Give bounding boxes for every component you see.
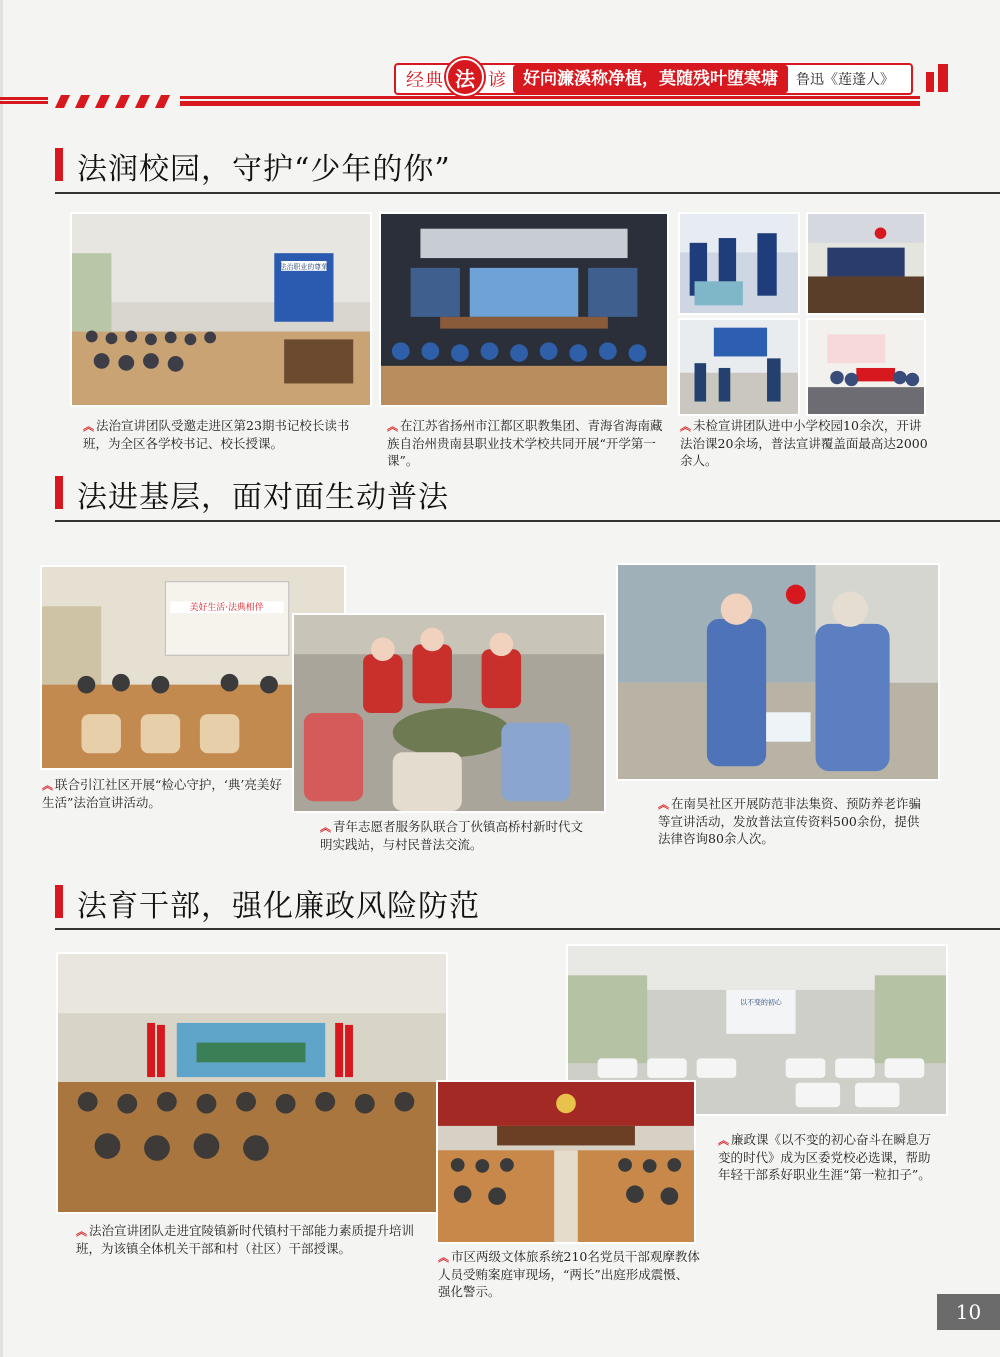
photo-kids-group	[806, 318, 926, 416]
caption-text: 在江苏省扬州市江都区职教集团、青海省海南藏族自治州贵南县职业技术学校共同开展“开学第一课”。	[387, 418, 663, 468]
caption-court-trial	[438, 1248, 700, 1300]
chevron-up-icon: ︽	[83, 420, 94, 433]
caption-town-training	[76, 1222, 416, 1257]
slide-text: 以不变的初心	[740, 998, 782, 1007]
caption-village-volunteers	[320, 818, 590, 853]
column-name-right: 谚	[488, 70, 507, 90]
caption-text: 联合引江社区开展“检心守护，‘典’亮美好生活”法治宣讲活动。	[42, 777, 282, 810]
photo-courtroom-visit	[806, 212, 926, 315]
section-divider	[55, 928, 1000, 930]
caption-text: 未检宣讲团队进中小学校园10余次，开讲法治课20余场，普法宣讲覆盖面最高达2000余人。	[680, 418, 928, 468]
caption-text: 法治宣讲团队受邀走进区第23期书记校长读书班，为全区各学校书记、校长授课。	[83, 418, 350, 451]
photo-first-lesson	[379, 212, 669, 407]
caption-text: 在南昊社区开展防范非法集资、预防养老诈骗等宣讲活动，发放普法宣传资料500余份，提供法律咨询80余人次。	[658, 796, 922, 846]
caption-text: 市区两级文体旅系统210名党员干部观摩教体人员受贿案庭审现场，“两长”出庭形成震慑、强化警示。	[438, 1249, 700, 1299]
chevron-up-icon: ︽	[680, 420, 691, 433]
section-title-grassroots: 法进基层，面对面生动普法	[77, 480, 449, 515]
corner-mark	[938, 64, 948, 92]
chevron-up-icon: ︽	[658, 798, 669, 811]
chevron-up-icon: ︽	[76, 1225, 87, 1238]
chevron-up-icon: ︽	[320, 821, 331, 834]
slide-text: 法治职业的尊荣	[279, 262, 329, 271]
caption-text: 青年志愿者服务队联合丁伙镇高桥村新时代文明实践站，与村民普法交流。	[320, 819, 584, 852]
header-motto: 好向濂溪称净植，莫随残叶堕寒塘	[513, 65, 788, 93]
section-marker	[55, 148, 63, 181]
section-divider	[55, 520, 1000, 522]
header-source: 鲁迅《莲蓬人》	[796, 71, 894, 87]
page-number: 10	[937, 1294, 1000, 1330]
photo-classroom-students	[678, 212, 800, 315]
chevron-up-icon: ︽	[718, 1134, 729, 1147]
chevron-up-icon: ︽	[42, 779, 53, 792]
photo-street-consultation	[616, 563, 940, 781]
caption-text: 法治宣讲团队走进宜陵镇新时代镇村干部能力素质提升培训班，为该镇全体机关干部和村（社区）干部授课。	[76, 1223, 415, 1256]
caption-community-lecture	[42, 776, 288, 811]
column-name-left: 经典	[406, 70, 444, 90]
photo-court-trial	[436, 1080, 696, 1244]
header-column-box	[394, 63, 913, 95]
page-edge	[0, 0, 3, 1357]
section-title-campus: 法润校园，守护“少年的你”	[77, 152, 451, 187]
section-marker	[55, 885, 63, 918]
photo-town-training	[56, 952, 448, 1214]
caption-street-consultation	[658, 795, 928, 847]
section-marker	[55, 476, 63, 509]
photo-school-lecture	[70, 212, 372, 407]
slide-text: 美好生活·法典相伴	[189, 603, 264, 614]
caption-integrity-course	[718, 1131, 942, 1183]
caption-text: 廉政课《以不变的初心奋斗在瞬息万变的时代》成为区委党校必选课，帮助年轻干部系好职业生涯“第一粒扣子”。	[718, 1132, 932, 1182]
section-title-cadres: 法育干部，强化廉政风险防范	[77, 889, 480, 924]
section-divider	[55, 192, 1000, 194]
column-mark: 法	[446, 58, 484, 96]
corner-mark	[926, 72, 934, 92]
national-emblem-icon	[556, 1094, 576, 1114]
caption-school-visits	[680, 417, 930, 469]
photo-school-hall	[678, 318, 800, 416]
photo-village-volunteers	[292, 613, 606, 813]
caption-school-lecture	[83, 417, 368, 452]
chevron-up-icon: ︽	[438, 1251, 449, 1264]
chevron-up-icon: ︽	[387, 420, 398, 433]
caption-first-lesson	[387, 417, 669, 469]
